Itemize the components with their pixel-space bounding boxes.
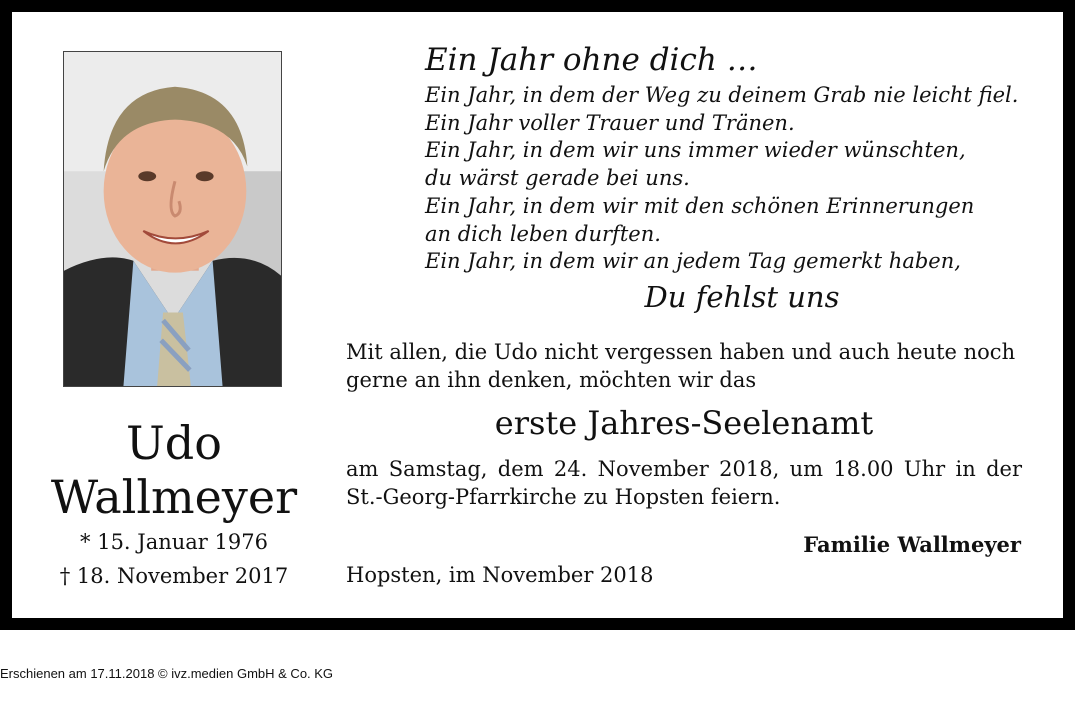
portrait-illustration (64, 52, 281, 386)
death-date: † 18. November 2017 (59, 564, 289, 588)
deceased-first-name: Udo (126, 416, 222, 470)
poem-line: Ein Jahr, in dem wir an jedem Tag gemerkt haben, (425, 249, 961, 274)
announcement-intro: Mit allen, die Udo nicht vergessen haben und auch heute noch gerne an ihn denken, möchten wir das (346, 340, 1016, 392)
poem-line: an dich leben durften. (425, 221, 661, 246)
poem-line: Ein Jahr, in dem wir uns immer wieder wünschten, (425, 138, 966, 163)
poem-body (425, 82, 1018, 276)
obituary-card-inner (12, 12, 1063, 618)
poem-line: Ein Jahr voller Trauer und Tränen. (425, 110, 795, 135)
place-date: Hopsten, im November 2018 (346, 563, 654, 587)
poem-closing: Du fehlst uns (644, 280, 840, 314)
event-details: am Samstag, dem 24. November 2018, um 18.00 Uhr in der St.-Georg-Pfarrkirche zu Hopsten feiern. (346, 457, 1022, 509)
portrait-photo (63, 51, 282, 387)
event-title: erste Jahres-Seelenamt (494, 404, 874, 442)
birth-date: * 15. Januar 1976 (80, 530, 268, 554)
poem-line: du wärst gerade bei uns. (425, 166, 690, 191)
deceased-last-name: Wallmeyer (50, 470, 298, 524)
publication-footer: Erschienen am 17.11.2018 © ivz.medien GmbH & Co. KG (0, 666, 334, 681)
family-signature: Familie Wallmeyer (803, 532, 1021, 557)
poem-line: Ein Jahr, in dem der Weg zu deinem Grab nie leicht fiel. (425, 83, 1019, 107)
poem-line: Ein Jahr, in dem wir mit den schönen Erinnerungen (425, 193, 975, 218)
poem-title: Ein Jahr ohne dich … (425, 42, 758, 78)
